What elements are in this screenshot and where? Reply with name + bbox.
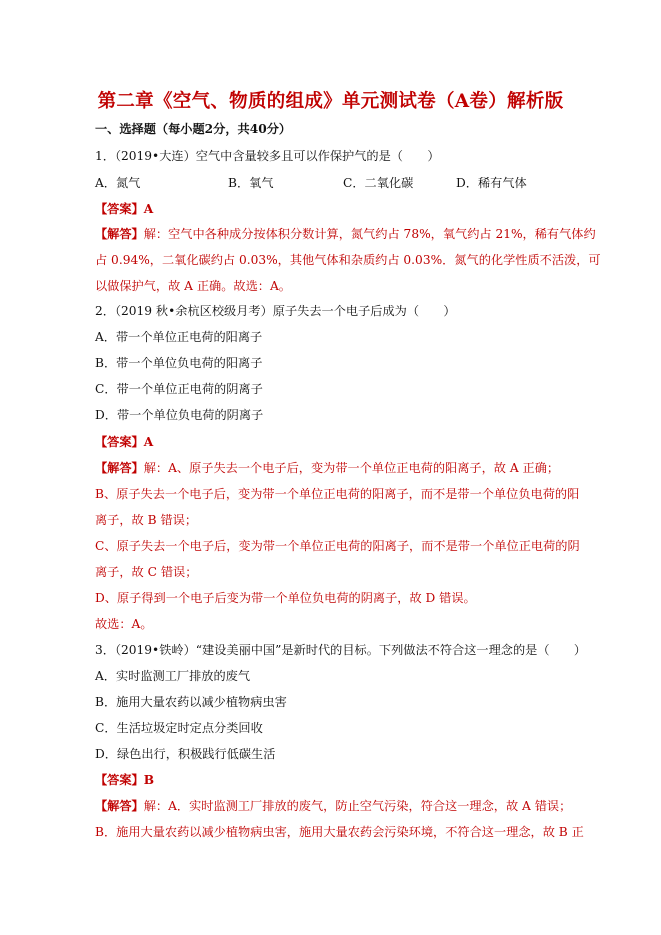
q2-analysis-line: D、原子得到一个电子后变为带一个单位负电荷的阴离子，故 D 错误。 (95, 591, 476, 605)
q2-analysis-line: 离子，故 C 错误； (95, 565, 198, 579)
q1-analysis-line: 以做保护气，故 A 正确。故选：A。 (95, 279, 291, 293)
q3-analysis-line: B．施用大量农药以减少植物病虫害，施用大量农药会污染环境，不符合这一理念，故 B 正 (95, 825, 584, 839)
answer-tag: 【答案】 (95, 435, 144, 449)
analysis-tag: 【解答】 (95, 461, 144, 475)
answer-tag: 【答案】 (95, 773, 144, 787)
section-heading: 一、选择题（每小题2分，共40分） (95, 122, 292, 136)
answer-tag: 【答案】 (95, 202, 144, 216)
q2-option-c: C．带一个单位正电荷的阴离子 (95, 382, 263, 396)
q2-answer (95, 434, 153, 450)
answer-value: A (143, 202, 154, 216)
analysis-tag: 【解答】 (95, 227, 144, 241)
q3-option-b: B．施用大量农药以减少植物病虫害 (95, 695, 287, 709)
q2-option-d: D．带一个单位负电荷的阴离子 (95, 408, 264, 422)
q2-analysis-line: C、原子失去一个电子后，变为带一个单位正电荷的阳离子，而不是带一个单位正电荷的阴 (95, 539, 580, 553)
q1-option-b: B．氧气 (228, 176, 274, 190)
q3-stem: 3．（2019•铁岭）“建设美丽中国”是新时代的目标。下列做法不符合这一理念的是（ ） (95, 643, 587, 657)
q3-option-a: A．实时监测工厂排放的废气 (95, 669, 251, 683)
q3-option-c: C．生活垃圾定时定点分类回收 (95, 721, 263, 735)
q3-answer (95, 772, 154, 788)
q2-analysis-line: 离子，故 B 错误； (95, 513, 198, 527)
q2-analysis-line: 故选：A。 (95, 617, 153, 631)
q1-stem: 1．（2019•大连）空气中含量较多且可以作保护气的是（ ） (95, 149, 440, 163)
q2-stem: 2．（2019 秋•余杭区校级月考）原子失去一个电子后成为（ ） (95, 304, 456, 318)
q2-analysis-line: 【解答】解：A、原子失去一个电子后，变为带一个单位正电荷的阳离子，故 A 正确； (95, 461, 560, 475)
q2-option-a: A．带一个单位正电荷的阳离子 (95, 330, 263, 344)
q2-option-b: B．带一个单位负电荷的阳离子 (95, 356, 263, 370)
answer-value: B (143, 773, 155, 787)
q3-option-d: D．绿色出行，积极践行低碳生活 (95, 747, 276, 761)
q2-analysis-line: B、原子失去一个电子后，变为带一个单位正电荷的阳离子，而不是带一个单位负电荷的阳 (95, 487, 580, 501)
answer-value: A (143, 435, 154, 449)
q3-analysis-line: 【解答】解：A．实时监测工厂排放的废气，防止空气污染，符合这一理念，故 A 错误； (95, 799, 572, 813)
q1-option-c: C．二氧化碳 (343, 176, 414, 190)
q1-option-d: D．稀有气体 (456, 176, 527, 190)
q1-analysis-line: 占 0.94%，二氧化碳约占 0.03%，其他气体和杂质约占 0.03%．氮气的化学性质不活泼，可 (95, 253, 601, 267)
document-title: 第二章《空气、物质的组成》单元测试卷（A卷）解析版 (97, 91, 564, 112)
q1-option-a: A．氮气 (95, 176, 141, 190)
q1-analysis-line: 【解答】解：空气中各种成分按体积分数计算，氮气约占 78%，氧气约占 21%，稀有气体约 (95, 227, 596, 241)
analysis-tag: 【解答】 (95, 799, 144, 813)
q1-answer (95, 201, 153, 217)
